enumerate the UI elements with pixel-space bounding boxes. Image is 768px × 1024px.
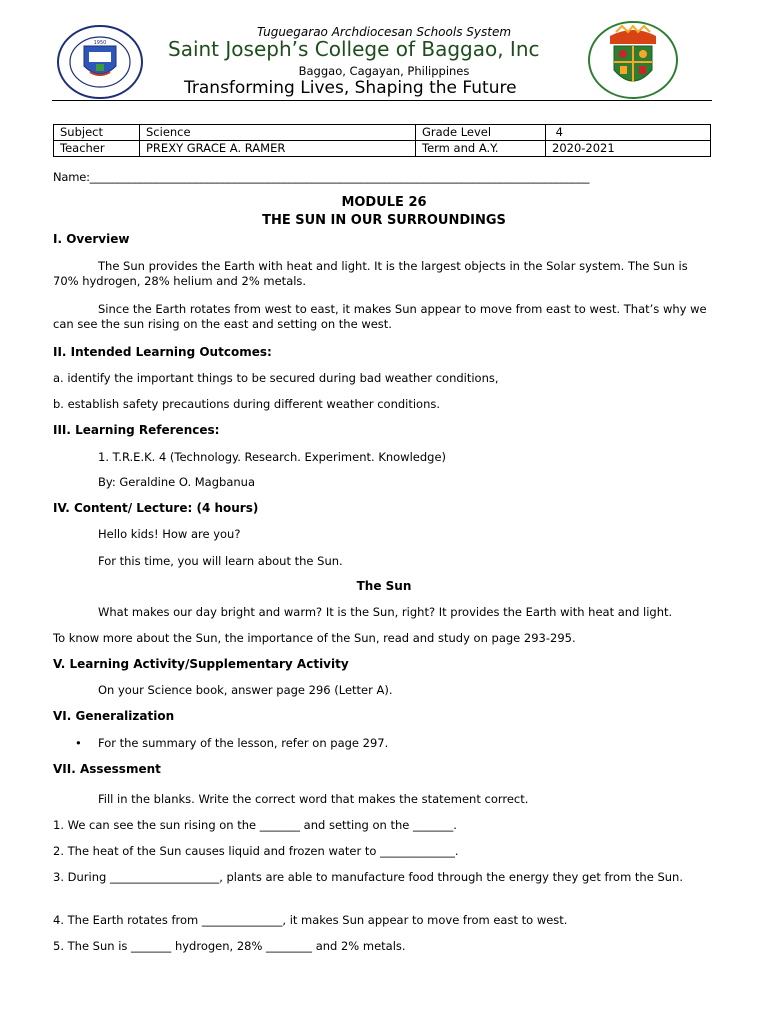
reference-item: 1. T.R.E.K. 4 (Technology. Research. Experiment. Knowledge) (98, 450, 447, 464)
outcome-a: a. identify the important things to be secured during bad weather conditions, (53, 371, 499, 385)
subject-label: Subject (54, 125, 140, 141)
overview-paragraph-2: Since the Earth rotates from west to east, it makes Sun appear to move from east to west. That’s why we can see the sun rising on the east and setting on the west. (53, 302, 707, 331)
question-4: 4. The Earth rotates from ______________, it makes Sun appear to move from east to west. (53, 913, 568, 927)
activity-text: On your Science book, answer page 296 (Letter A). (98, 683, 393, 697)
outcomes-heading: II. Intended Learning Outcomes: (53, 345, 272, 359)
bullet-icon: • (75, 736, 82, 750)
header-divider (52, 100, 712, 101)
name-field-line: Name:__________________________________________________________________________________________ (53, 170, 590, 184)
outcome-b: b. establish safety precautions during different weather conditions. (53, 397, 441, 411)
module-info-table (53, 124, 711, 157)
assessment-instruction: Fill in the blanks. Write the correct word that makes the statement correct. (98, 792, 529, 806)
references-heading: III. Learning References: (53, 423, 220, 437)
table-row (54, 141, 711, 157)
content-intro: For this time, you will learn about the Sun. (98, 554, 343, 568)
teacher-value: PREXY GRACE A. RAMER (140, 141, 416, 157)
assessment-heading: VII. Assessment (53, 762, 161, 776)
table-row (54, 125, 711, 141)
term-label: Term and A.Y. (416, 141, 546, 157)
school-motto: Transforming Lives, Shaping the Future (184, 78, 517, 98)
reference-author: By: Geraldine O. Magbanua (98, 475, 255, 489)
seal-year: 1950 (93, 40, 107, 46)
the-sun-subheading: The Sun (356, 579, 412, 593)
module-title: THE SUN IN OUR SURROUNDINGS (262, 213, 506, 228)
content-greeting: Hello kids! How are you? (98, 527, 241, 541)
grade-value: 4 (546, 125, 711, 141)
overview-heading: I. Overview (53, 232, 130, 246)
generalization-bullet: For the summary of the lesson, refer on page 297. (98, 736, 389, 750)
question-1: 1. We can see the sun rising on the _______ and setting on the _______. (53, 818, 457, 832)
teacher-label: Teacher (54, 141, 140, 157)
content-paragraph-1: What makes our day bright and warm? It is the Sun, right? It provides the Earth with heat and light. (98, 605, 673, 619)
content-heading: IV. Content/ Lecture: (4 hours) (53, 501, 259, 515)
generalization-heading: VI. Generalization (53, 709, 175, 723)
module-number: MODULE 26 (341, 195, 427, 210)
term-value: 2020-2021 (546, 141, 711, 157)
grade-label: Grade Level (416, 125, 546, 141)
overview-paragraph-1: The Sun provides the Earth with heat and light. It is the largest objects in the Solar system. The Sun is 70% hydrogen, 28% helium and 2% metals. (53, 259, 688, 288)
schools-system-name: Tuguegarao Archdiocesan Schools System (256, 25, 512, 39)
activity-heading: V. Learning Activity/Supplementary Activity (53, 657, 349, 671)
content-paragraph-2: To know more about the Sun, the importance of the Sun, read and study on page 293-295. (53, 631, 576, 645)
question-5: 5. The Sun is _______ hydrogen, 28% ________ and 2% metals. (53, 939, 406, 953)
subject-value: Science (140, 125, 416, 141)
school-location: Baggao, Cagayan, Philippines (298, 64, 470, 78)
question-3: 3. During ___________________, plants are able to manufacture food through the energy they get from the Sun. (53, 870, 683, 884)
school-name: Saint Joseph’s College of Baggao, Inc (168, 37, 540, 61)
question-2: 2. The heat of the Sun causes liquid and frozen water to _____________. (53, 844, 459, 858)
